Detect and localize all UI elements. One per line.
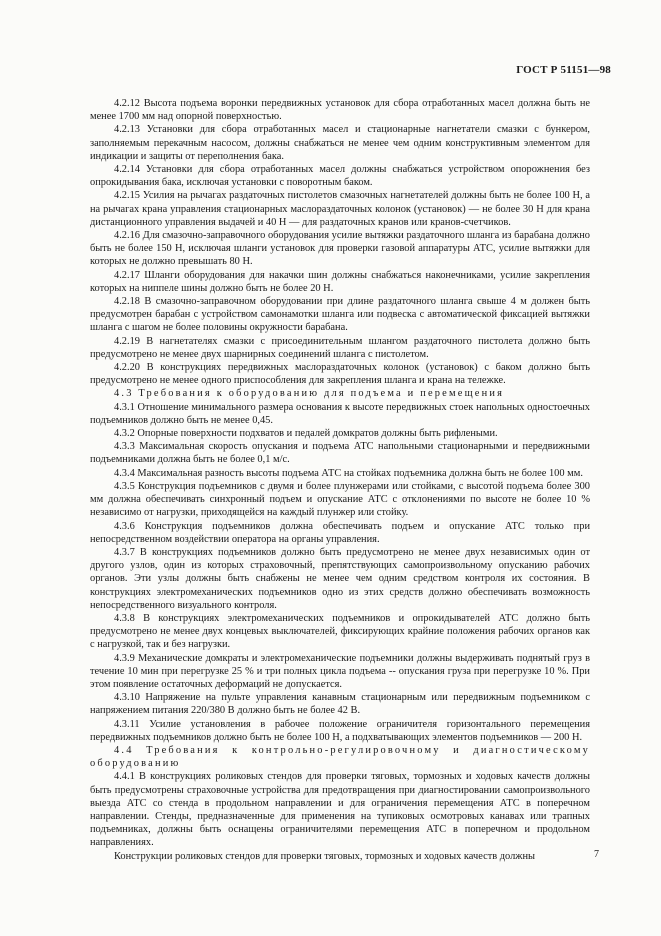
clause-4-3-4: 4.3.4 Максимальная разность высоты подъема АТС на стойках подъемника должна быть не более 100 мм. (114, 467, 583, 479)
clause-4-2-16: 4.2.16 Для смазочно-заправочного оборудования усилие вытяжки раздаточного шланга из барабана должно быть не более 150 Н, исключая шланги установок для проверки газовой аппаратуры АТС, усилие вытяжки для которых не должно превышать 80 Н. (90, 230, 590, 268)
clause-4-3-1: 4.3.1 Отношение минимального размера основания к высоте передвижных стоек напольных одностоечных подъемников должно быть не менее 0,45. (90, 401, 590, 426)
clause-4-3-3: 4.3.3 Максимальная скорость опускания и подъема АТС напольными стационарными и передвижными подъемниками должна быть не более 0,1 м/с. (90, 441, 590, 466)
section-heading-4-4: 4.4 Требования к контрольно-регулировочному и диагностическому оборудованию (90, 744, 590, 770)
clause-4-2-18: 4.2.18 В смазочно-заправочном оборудовании при длине раздаточного шланга свыше 4 м должен быть предусмотрен барабан с устройством самонамотки шланга или подвеска с автоматической фиксацией вытяжки шланга с шагом не более половины окружности барабана. (90, 296, 590, 334)
clause-4-3-10: 4.3.10 Напряжение на пульте управления канавным стационарным или передвижным подъемником с напряжением питания 220/380 В должно быть не более 42 В. (90, 692, 590, 717)
clause-4-2-15: 4.2.15 Усилия на рычагах раздаточных пистолетов смазочных нагнетателей должны быть не более 100 Н, а на рычагах крана управления стационарных маслораздаточных колонок (установок) — не более 30 Н для крана дистанционного управления выдачей и 40 Н — для раздаточных кранов или кранов-счетчиков. (90, 190, 590, 228)
clause-4-3-2: 4.3.2 Опорные поверхности подхватов и педалей домкратов должны быть рифлеными. (114, 428, 498, 440)
paragraph-continuation: Конструкции роликовых стендов для проверки тяговых, тормозных и ходовых качеств должны (114, 850, 536, 862)
clause-4-2-13: 4.2.13 Установки для сбора отработанных масел и стационарные нагнетатели смазки с бункером, заполняемым перекачным насосом, должны снабжаться не менее чем одним конструктивным элементом для индикации и защиты от переполнения бака. (90, 124, 590, 162)
clause-4-3-7: 4.3.7 В конструкциях подъемников должно быть предусмотрено не менее двух независимых один от другого узлов, один из которых страховочный, препятствующих самопроизвольному опусканию рабочих органов. Эти узлы должны быть снабжены не менее чем одним средством контроля их состояния. В конструкциях электромеханических подъемников одно из этих средств должно обеспечивать возможность непосредственного визуального контроля. (90, 546, 590, 611)
clause-4-2-19: 4.2.19 В нагнетателях смазки с присоединительным шлангом раздаточного пистолета должно быть предусмотрено не менее двух шарнирных соединений шланга с пистолетом. (90, 335, 590, 360)
clause-4-3-9: 4.3.9 Механические домкраты и электромеханические подъемники должны выдерживать поднятый груз в течение 10 мин при перегрузке 25 % и три полных цикла подъема -- опускания груза при перегрузке 10 %. При этом появление остаточных деформаций не допускается. (90, 652, 590, 690)
clause-4-2-17: 4.2.17 Шланги оборудования для накачки шин должны снабжаться наконечниками, усилие закрепления которых на ниппеле шины должно быть не более 20 Н. (90, 269, 590, 294)
clause-4-3-11: 4.3.11 Усилие установления в рабочее положение ограничителя горизонтального перемещения передвижных подъемников должно быть не более 100 Н, а подхватывающих элементов подъемников — 200 Н. (90, 718, 590, 743)
clause-4-3-6: 4.3.6 Конструкция подъемников должна обеспечивать подъем и опускание АТС только при непосредственном воздействии оператора на органы управления. (90, 520, 590, 545)
clause-4-3-8: 4.3.8 В конструкциях электромеханических подъемников и опрокидывателей АТС должно быть предусмотрено не менее двух концевых выключателей, фиксирующих крайние положения рабочих органов как с нагрузкой, так и без нагрузки. (90, 612, 590, 651)
section-heading-4-3: 4.3 Требования к оборудованию для подъема и перемещения (114, 388, 505, 400)
page-body (90, 97, 590, 863)
clause-4-3-5: 4.3.5 Конструкция подъемников с двумя и более плунжерами или стойками, с высотой подъема более 300 мм должна обеспечивать синхронный подъем и опускание АТС с отклонениями по высоте не более 10 % независимо от нагрузки, приходящейся на каждый плунжер или стойку. (90, 480, 590, 519)
page-number: 7 (594, 849, 599, 860)
clause-4-2-12: 4.2.12 Высота подъема воронки передвижных установок для сбора отработанных масел должна быть не менее 1700 мм над опорной поверхностью. (90, 98, 590, 123)
document-code: ГОСТ Р 51151—98 (516, 64, 611, 76)
clause-4-4-1: 4.4.1 В конструкциях роликовых стендов для проверки тяговых, тормозных и ходовых качеств должны быть предусмотрены страховочные устройства для предотвращения при диагностировании самопроизвольного выезда АТС со стенда в продольном направлении и для ограничения перемещения АТС в поперечном направлении. Стенды, предназначенные для применения на тупиковых осмотровых канавах или трапных подъемниках, должны быть оснащены ограничителями перемещения АТС в поперечном и продольном направлениях. (90, 771, 590, 849)
clause-4-2-14: 4.2.14 Установки для сбора отработанных масел должны снабжаться устройством опорожнения без опрокидывания бака, исключая установки с поворотным баком. (90, 164, 590, 189)
clause-4-2-20: 4.2.20 В конструкциях передвижных маслораздаточных колонок (установок) с баком должно быть предусмотрено не менее одного приспособления для закрепления шланга и крана на тележке. (90, 362, 590, 387)
